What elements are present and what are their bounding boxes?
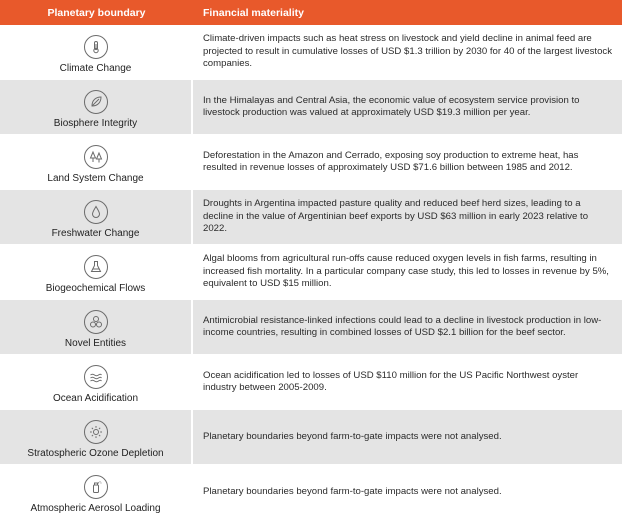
boundary-name: Atmospheric Aerosol Loading xyxy=(30,503,161,514)
boundary-name: Climate Change xyxy=(59,63,132,74)
leaf-icon xyxy=(84,90,108,114)
table-row xyxy=(0,80,622,135)
boundary-cell xyxy=(0,410,193,464)
boundary-name: Novel Entities xyxy=(64,338,127,349)
table-row xyxy=(0,25,622,80)
boundary-cell xyxy=(0,135,193,189)
table-row xyxy=(0,135,622,190)
boundary-cell xyxy=(0,300,193,354)
materiality-text: Climate-driven impacts such as heat stress on livestock and yield decline in animal feed are projected to result in cumulative losses of USD $1.3 trillion by 2030 for 40 of the largest livestock companies. xyxy=(203,33,613,70)
materiality-text: Droughts in Argentina impacted pasture quality and reduced beef herd sizes, leading to a decline in the value of Argentinian beef exports by USD $63 million in early 2023 relative to 2022. xyxy=(203,198,589,235)
boundary-name: Stratospheric Ozone Depletion xyxy=(27,448,164,459)
thermometer-icon xyxy=(84,35,108,59)
sun-icon xyxy=(84,420,108,444)
materiality-text: Planetary boundaries beyond farm-to-gate impacts were not analysed. xyxy=(203,430,502,442)
header-planetary-boundary: Planetary boundary xyxy=(47,6,146,19)
header-financial-materiality: Financial materiality xyxy=(203,6,304,19)
materiality-text: In the Himalayas and Central Asia, the economic value of ecosystem service provision to livestock production was valued at approximately USD $19.3 million per year. xyxy=(203,94,580,118)
materiality-text: Planetary boundaries beyond farm-to-gate impacts were not analysed. xyxy=(203,485,502,497)
boundary-name: Freshwater Change xyxy=(51,228,140,239)
table-header xyxy=(0,0,622,25)
water-drop-icon xyxy=(84,200,108,224)
table-row xyxy=(0,465,622,519)
table-row xyxy=(0,300,622,355)
table-row xyxy=(0,410,622,465)
materiality-text: Deforestation in the Amazon and Cerrado, exposing soy production to extreme heat, has resulted in revenue losses of approximately USD $71.6 billion between 1985 and 2012. xyxy=(203,149,579,173)
table-row xyxy=(0,190,622,245)
waves-icon xyxy=(84,365,108,389)
boundary-cell xyxy=(0,465,193,519)
table-row xyxy=(0,355,622,410)
molecules-icon xyxy=(84,310,108,334)
aerosol-can-icon xyxy=(84,475,108,499)
materiality-text: Algal blooms from agricultural run-offs cause reduced oxygen levels in fish farms, resulting in increased fish mortality. In a particular company case study, this led to losses in revenue by 5%, equivalent to USD $15 million. xyxy=(203,253,609,290)
boundary-name: Biosphere Integrity xyxy=(53,118,138,129)
boundary-name: Biogeochemical Flows xyxy=(45,283,146,294)
boundary-name: Land System Change xyxy=(47,173,144,184)
boundary-cell xyxy=(0,190,193,244)
flask-icon xyxy=(84,255,108,279)
trees-icon xyxy=(84,145,108,169)
boundary-cell xyxy=(0,245,193,299)
boundary-cell xyxy=(0,355,193,409)
boundary-cell xyxy=(0,25,193,79)
boundary-name: Ocean Acidification xyxy=(52,393,139,404)
table-row xyxy=(0,245,622,300)
materiality-text: Ocean acidification led to losses of USD $110 million for the US Pacific Northwest oyster industry between 2005-2009. xyxy=(203,369,579,393)
boundary-cell xyxy=(0,80,193,134)
materiality-text: Antimicrobial resistance-linked infections could lead to a decline in livestock production in low-income countries, resulting in combined losses of USD $2.1 billion for the beef sector. xyxy=(203,314,602,338)
